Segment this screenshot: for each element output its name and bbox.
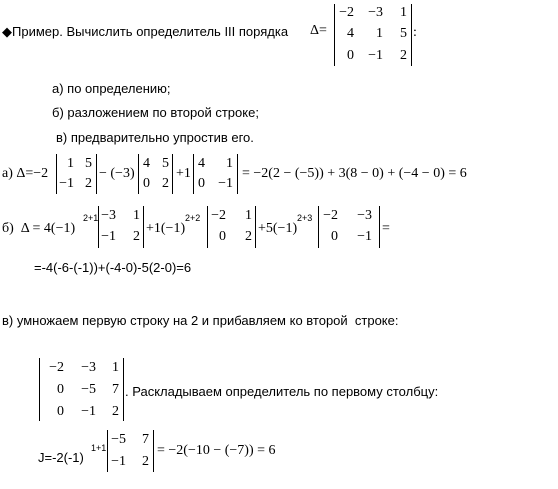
minor-cell: 1 [67, 156, 74, 171]
minor-bar [318, 206, 319, 248]
det-cell: 0 [347, 48, 354, 63]
det-right-bar [411, 4, 412, 66]
minor-cell: 0 [219, 229, 226, 244]
minor-cell: 5 [162, 156, 169, 171]
line-b-eq: = [382, 221, 390, 236]
minor-bar [56, 154, 57, 194]
line-a-prefix: а) Δ=−2 [2, 166, 49, 181]
line-a-op-1: − (−3) [99, 166, 135, 181]
det-cell: −3 [368, 5, 383, 20]
minor-cell: 4 [143, 156, 150, 171]
det-left-bar [39, 358, 40, 421]
minor-bar [143, 206, 144, 248]
det-cell: 2 [400, 48, 407, 63]
det-cell: 4 [347, 26, 354, 41]
det-cell: −1 [81, 404, 96, 419]
line-a-result: = −2(2 − (−5)) + 3(8 − 0) + (−4 − 0) = 6 [242, 166, 467, 181]
det-cell: 5 [400, 26, 407, 41]
line-c-text: в) умножаем первую строку на 2 и прибавляем ко второй строке: [2, 313, 399, 328]
final-exp: 1+1 [91, 443, 107, 453]
det-cell: −5 [81, 382, 96, 397]
minor-bar [237, 154, 238, 194]
minor-cell: 1 [226, 156, 233, 171]
minor-cell: −1 [218, 176, 233, 191]
minor-cell: 0 [198, 176, 205, 191]
det-left-bar [334, 4, 335, 66]
method-b: б) разложением по второй строке; [52, 105, 259, 120]
colon: : [413, 25, 417, 40]
minor-cell: 4 [198, 156, 205, 171]
minor-cell: −5 [111, 432, 126, 447]
line-a-op-2: +1 [176, 166, 191, 181]
det-cell: −2 [339, 5, 354, 20]
minor-cell: 2 [245, 229, 252, 244]
det-cell: −3 [81, 360, 96, 375]
minor-cell: −1 [59, 176, 74, 191]
line-b-exp-3: 2+3 [297, 213, 313, 223]
line-b-result: =-4(-6-(-1))+(-4-0)-5(2-0)=6 [34, 260, 192, 275]
det-cell: 1 [112, 360, 119, 375]
minor-bar [379, 206, 380, 248]
example-title: Пример. Вычислить определитель III порядка [12, 24, 289, 39]
minor-cell: −1 [111, 454, 126, 469]
minor-cell: 1 [133, 208, 140, 223]
minor-cell: −1 [101, 229, 116, 244]
line-b-op-2: +1(−1) [146, 221, 186, 236]
minor-cell: 0 [331, 229, 338, 244]
final-result: = −2(−10 − (−7)) = 6 [157, 443, 276, 458]
minor-cell: −1 [357, 229, 372, 244]
det-cell: 0 [57, 404, 64, 419]
det-cell: 7 [112, 382, 119, 397]
det-cell: −1 [368, 48, 383, 63]
det-cell: 0 [57, 382, 64, 397]
minor-bar [96, 154, 97, 194]
bullet: ◆ [2, 24, 12, 39]
minor-cell: 0 [143, 176, 150, 191]
minor-cell: −3 [357, 208, 372, 223]
minor-bar [98, 206, 99, 248]
minor-cell: −3 [101, 208, 116, 223]
minor-cell: 7 [142, 432, 149, 447]
minor-bar [153, 430, 154, 472]
minor-cell: −2 [211, 208, 226, 223]
line-b-op-3: +5(−1) [258, 221, 298, 236]
line-b-exp-2: 2+2 [185, 213, 201, 223]
delta-symbol: Δ= [310, 23, 327, 38]
minor-cell: 2 [142, 454, 149, 469]
minor-cell: −2 [323, 208, 338, 223]
minor-bar [255, 206, 256, 248]
method-a: а) по определению; [52, 81, 171, 96]
minor-bar [207, 206, 208, 248]
line-b-exp-1: 2+1 [83, 213, 99, 223]
det-right-bar [123, 358, 124, 421]
minor-bar [172, 154, 173, 194]
line-c-after: . Раскладываем определитель по первому столбцу: [125, 384, 439, 399]
method-c: в) предварительно упростив его. [56, 130, 254, 145]
det-cell: 1 [376, 26, 383, 41]
det-cell: 1 [400, 5, 407, 20]
det-cell: 2 [112, 404, 119, 419]
minor-cell: 2 [133, 229, 140, 244]
final-prefix: J=-2(-1) [38, 450, 84, 465]
minor-cell: 1 [245, 208, 252, 223]
det-cell: −2 [49, 360, 64, 375]
minor-cell: 2 [162, 176, 169, 191]
minor-cell: 2 [85, 176, 92, 191]
line-b-prefix: б) Δ = 4(−1) [2, 221, 76, 236]
minor-bar [107, 430, 108, 472]
minor-cell: 5 [85, 156, 92, 171]
